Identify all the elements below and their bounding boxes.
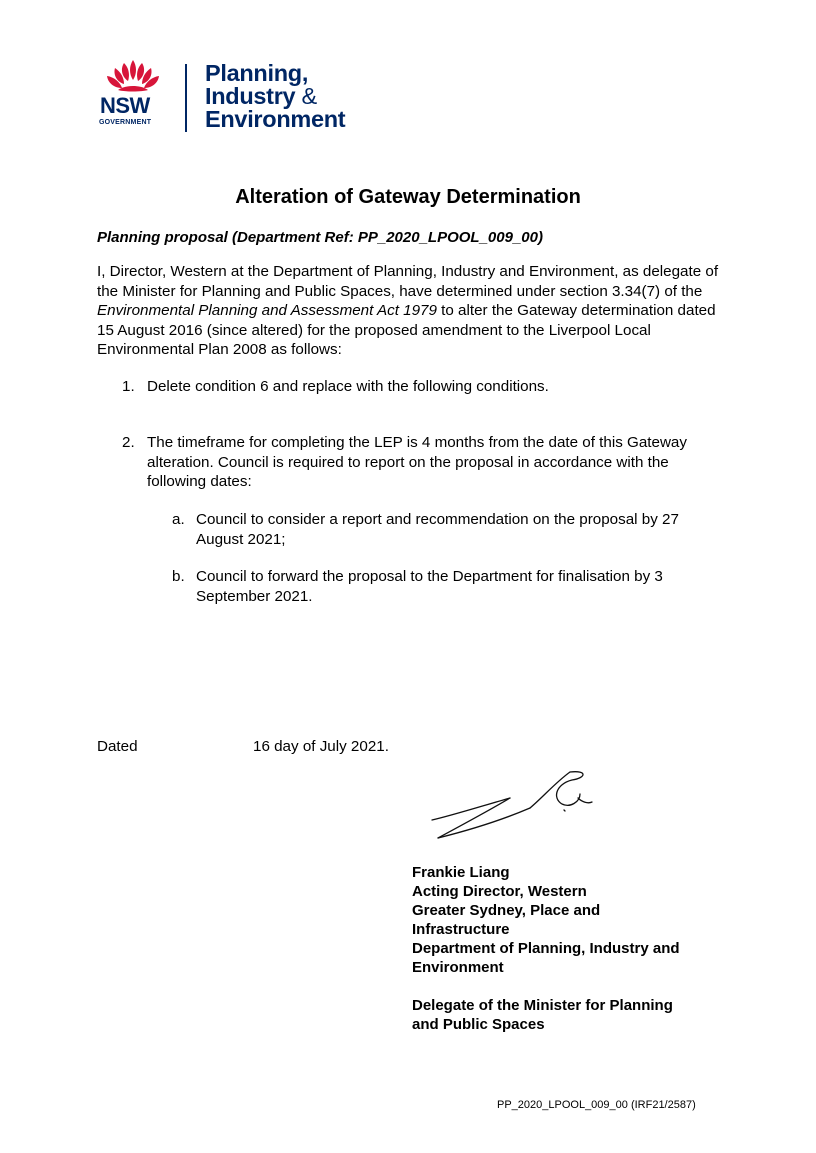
logo-ampersand: & xyxy=(301,83,317,109)
document-title: Alteration of Gateway Determination xyxy=(235,186,581,208)
signatory-title-line: Environment xyxy=(412,959,504,976)
condition-2-number: 2. xyxy=(122,434,135,451)
footer-reference: PP_2020_LPOOL_009_00 (IRF21/2587) xyxy=(497,1099,696,1111)
delegate-block xyxy=(412,996,673,1034)
subcondition-a-text: Council to consider a report and recommendation on the proposal by 27 August 2021; xyxy=(196,511,679,548)
signatory-title-line: Greater Sydney, Place and xyxy=(412,902,601,919)
document-subtitle: Planning proposal (Department Ref: PP_2020_LPOOL_009_00) xyxy=(97,229,543,246)
signatory-block xyxy=(412,863,680,977)
intro-text-1: I, Director, Western at the Department of Planning, Industry and Environment, as delegate of the Minister for Planning and Public Spaces, have determined under section 3.34(7) of the xyxy=(97,263,719,300)
logo-line-3: Environment xyxy=(205,106,346,132)
signatory-title-line: Infrastructure xyxy=(412,921,510,938)
logo-divider xyxy=(185,64,187,132)
logo-line-2 xyxy=(205,85,345,108)
waratah-icon xyxy=(102,58,164,94)
condition-2-text: The timeframe for completing the LEP is 4 months from the date of this Gateway alteration. Council is required to report on the proposal in accordance with the following dates: xyxy=(147,434,687,490)
handwritten-signature xyxy=(430,768,595,846)
nsw-government-logo xyxy=(98,58,368,136)
act-name: Environmental Planning and Assessment Act 1979 xyxy=(97,302,437,319)
dated-label: Dated xyxy=(97,738,138,755)
subcondition-a-number: a. xyxy=(172,511,185,528)
subcondition-b-number: b. xyxy=(172,568,185,585)
signatory-title-line: Department of Planning, Industry and xyxy=(412,940,680,957)
subcondition-b-text: Council to forward the proposal to the Department for finalisation by 3 September 2021. xyxy=(196,568,663,605)
signatory-title-line: Acting Director, Western xyxy=(412,883,587,900)
logo-nsw-text: NSW xyxy=(100,93,150,118)
logo-line-2-text: Industry xyxy=(205,83,296,109)
delegate-line: and Public Spaces xyxy=(412,1016,545,1033)
logo-department-name xyxy=(205,62,345,131)
dated-value: 16 day of July 2021. xyxy=(253,738,389,755)
logo-line-1: Planning, xyxy=(205,60,309,86)
intro-text-2: to alter the Gateway determination dated 15 August 2016 (since altered) for the proposed amendment to the Liverpool Local Environmental Plan 2008 as follows: xyxy=(97,302,716,358)
condition-1-text: Delete condition 6 and replace with the following conditions. xyxy=(147,378,549,395)
condition-1-number: 1. xyxy=(122,378,135,395)
intro-paragraph xyxy=(97,262,727,360)
logo-government-text: GOVERNMENT xyxy=(99,119,152,126)
delegate-line: Delegate of the Minister for Planning xyxy=(412,997,673,1014)
signatory-name: Frankie Liang xyxy=(412,864,510,881)
